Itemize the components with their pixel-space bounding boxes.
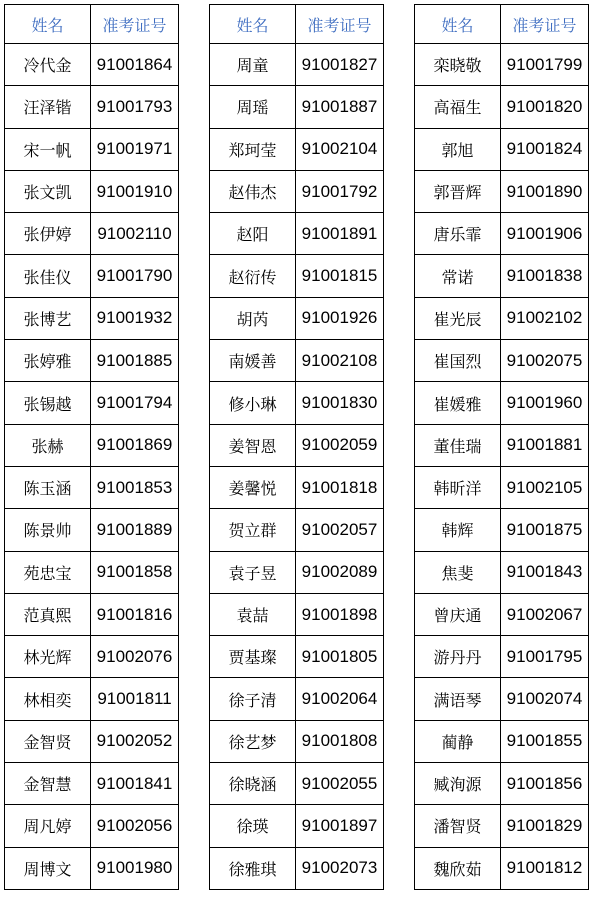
name-cell: 范真熙 — [5, 593, 91, 635]
table-row — [5, 763, 179, 805]
exam-no-cell: 91002089 — [296, 551, 384, 593]
table-row — [5, 382, 179, 424]
table-row — [210, 805, 384, 847]
exam-no-cell: 91001960 — [501, 382, 589, 424]
table-row — [415, 763, 589, 805]
exam-no-cell: 91002108 — [296, 340, 384, 382]
exam-no-cell: 91002056 — [91, 805, 179, 847]
exam-no-cell: 91001971 — [91, 128, 179, 170]
exam-no-cell: 91002102 — [501, 297, 589, 339]
exam-no-cell: 91002105 — [501, 466, 589, 508]
table-row — [5, 466, 179, 508]
exam-no-cell: 91002064 — [296, 678, 384, 720]
table-row — [5, 44, 179, 86]
exam-no-cell: 91001790 — [91, 255, 179, 297]
exam-no-cell: 91001910 — [91, 170, 179, 212]
exam-no-cell: 91001838 — [501, 255, 589, 297]
table-row — [210, 678, 384, 720]
name-cell: 金智慧 — [5, 763, 91, 805]
exam-no-cell: 91001794 — [91, 382, 179, 424]
table-row — [415, 44, 589, 86]
name-cell: 徐晓涵 — [210, 763, 296, 805]
table-row — [5, 255, 179, 297]
name-cell: 焦斐 — [415, 551, 501, 593]
table-row — [210, 128, 384, 170]
name-cell: 徐艺梦 — [210, 720, 296, 762]
name-header: 姓名 — [210, 5, 296, 44]
name-cell: 南媛善 — [210, 340, 296, 382]
exam-no-cell: 91001853 — [91, 466, 179, 508]
table-row — [415, 466, 589, 508]
exam-no-cell: 91001887 — [296, 86, 384, 128]
name-cell: 张锡越 — [5, 382, 91, 424]
name-cell: 韩昕洋 — [415, 466, 501, 508]
name-cell: 张佳仪 — [5, 255, 91, 297]
table-row — [415, 805, 589, 847]
name-cell: 潘智贤 — [415, 805, 501, 847]
name-cell: 宋一帆 — [5, 128, 91, 170]
name-cell: 冷代金 — [5, 44, 91, 86]
name-cell: 崔光辰 — [415, 297, 501, 339]
table-row — [415, 255, 589, 297]
exam-no-cell: 91002055 — [296, 763, 384, 805]
name-cell: 赵阳 — [210, 213, 296, 255]
table-row — [210, 170, 384, 212]
table-row — [210, 297, 384, 339]
table-row — [415, 593, 589, 635]
name-cell: 周瑶 — [210, 86, 296, 128]
table-row — [5, 636, 179, 678]
table-row — [210, 340, 384, 382]
exam-no-cell: 91001881 — [501, 424, 589, 466]
name-cell: 贾基璨 — [210, 636, 296, 678]
exam-no-cell: 91001843 — [501, 551, 589, 593]
header-row — [210, 5, 384, 44]
exam-no-cell: 91002076 — [91, 636, 179, 678]
exam-no-cell: 91001830 — [296, 382, 384, 424]
table-row — [415, 847, 589, 889]
name-cell: 胡芮 — [210, 297, 296, 339]
name-cell: 袁子昱 — [210, 551, 296, 593]
table-row — [5, 678, 179, 720]
table-row — [5, 170, 179, 212]
name-cell: 袁喆 — [210, 593, 296, 635]
table-row — [210, 593, 384, 635]
name-cell: 张博艺 — [5, 297, 91, 339]
exam-no-cell: 91001824 — [501, 128, 589, 170]
name-cell: 常诺 — [415, 255, 501, 297]
name-cell: 臧洵源 — [415, 763, 501, 805]
table-row — [210, 847, 384, 889]
table-row — [5, 847, 179, 889]
name-cell: 栾晓敬 — [415, 44, 501, 86]
exam-no-cell: 91001793 — [91, 86, 179, 128]
table-row — [415, 720, 589, 762]
table-row — [415, 551, 589, 593]
name-cell: 魏欣茹 — [415, 847, 501, 889]
name-cell: 苑忠宝 — [5, 551, 91, 593]
exam-no-cell: 91002052 — [91, 720, 179, 762]
table-row — [5, 424, 179, 466]
name-cell: 姜馨悦 — [210, 466, 296, 508]
exam-no-cell: 91001932 — [91, 297, 179, 339]
table-row — [415, 678, 589, 720]
table-row — [415, 128, 589, 170]
name-cell: 满语琴 — [415, 678, 501, 720]
name-cell: 陈景帅 — [5, 509, 91, 551]
table-row — [415, 424, 589, 466]
table-row — [415, 170, 589, 212]
name-cell: 崔媛雅 — [415, 382, 501, 424]
exam-no-cell: 91001869 — [91, 424, 179, 466]
name-cell: 徐雅琪 — [210, 847, 296, 889]
exam-no-cell: 91001818 — [296, 466, 384, 508]
name-cell: 贺立群 — [210, 509, 296, 551]
table-row — [210, 86, 384, 128]
table-row — [415, 509, 589, 551]
table-row — [415, 213, 589, 255]
table-row — [210, 636, 384, 678]
name-cell: 修小琳 — [210, 382, 296, 424]
table-row — [210, 509, 384, 551]
exam-no-cell: 91001897 — [296, 805, 384, 847]
name-cell: 周博文 — [5, 847, 91, 889]
name-cell: 董佳瑞 — [415, 424, 501, 466]
exam-no-cell: 91001792 — [296, 170, 384, 212]
exam-no-cell: 91001820 — [501, 86, 589, 128]
table-row — [5, 805, 179, 847]
exam-no-cell: 91001855 — [501, 720, 589, 762]
name-cell: 林光辉 — [5, 636, 91, 678]
name-cell: 张婷雅 — [5, 340, 91, 382]
exam-no-cell: 91001811 — [91, 678, 179, 720]
exam-no-cell: 91001841 — [91, 763, 179, 805]
table-row — [210, 44, 384, 86]
name-cell: 张伊婷 — [5, 213, 91, 255]
name-cell: 徐子清 — [210, 678, 296, 720]
exam-no-cell: 91001815 — [296, 255, 384, 297]
name-cell: 唐乐霏 — [415, 213, 501, 255]
table-row — [415, 297, 589, 339]
name-cell: 徐瑛 — [210, 805, 296, 847]
exam-no-header: 准考证号 — [91, 5, 179, 44]
table-row — [5, 551, 179, 593]
exam-no-cell: 91001906 — [501, 213, 589, 255]
exam-no-cell: 91001858 — [91, 551, 179, 593]
table-row — [210, 466, 384, 508]
table-row — [415, 636, 589, 678]
exam-no-header: 准考证号 — [501, 5, 589, 44]
name-cell: 郭旭 — [415, 128, 501, 170]
roster-table-3 — [414, 4, 589, 890]
table-row — [210, 382, 384, 424]
exam-no-cell: 91001980 — [91, 847, 179, 889]
exam-no-cell: 91001795 — [501, 636, 589, 678]
name-header: 姓名 — [415, 5, 501, 44]
table-row — [5, 128, 179, 170]
exam-no-cell: 91001889 — [91, 509, 179, 551]
exam-no-cell: 91001805 — [296, 636, 384, 678]
name-cell: 周童 — [210, 44, 296, 86]
name-cell: 赵伟杰 — [210, 170, 296, 212]
name-cell: 姜智恩 — [210, 424, 296, 466]
name-cell: 汪泽锴 — [5, 86, 91, 128]
table-row — [210, 255, 384, 297]
table-row — [210, 213, 384, 255]
name-cell: 曾庆通 — [415, 593, 501, 635]
roster-table-2 — [209, 4, 384, 890]
exam-no-cell: 91002075 — [501, 340, 589, 382]
exam-no-cell: 91001827 — [296, 44, 384, 86]
name-cell: 蔺静 — [415, 720, 501, 762]
exam-no-cell: 91001926 — [296, 297, 384, 339]
roster-table-1 — [4, 4, 179, 890]
exam-no-header: 准考证号 — [296, 5, 384, 44]
name-cell: 张赫 — [5, 424, 91, 466]
exam-no-cell: 91002074 — [501, 678, 589, 720]
name-cell: 张文凯 — [5, 170, 91, 212]
table-row — [5, 297, 179, 339]
name-cell: 赵衍传 — [210, 255, 296, 297]
exam-no-cell: 91001898 — [296, 593, 384, 635]
exam-no-cell: 91002073 — [296, 847, 384, 889]
table-row — [5, 213, 179, 255]
exam-no-cell: 91002110 — [91, 213, 179, 255]
exam-no-cell: 91001812 — [501, 847, 589, 889]
table-row — [5, 86, 179, 128]
table-row — [5, 340, 179, 382]
table-row — [5, 593, 179, 635]
exam-no-cell: 91001799 — [501, 44, 589, 86]
exam-no-cell: 91001864 — [91, 44, 179, 86]
name-cell: 高福生 — [415, 86, 501, 128]
exam-no-cell: 91001875 — [501, 509, 589, 551]
name-cell: 金智贤 — [5, 720, 91, 762]
table-row — [210, 424, 384, 466]
exam-no-cell: 91002067 — [501, 593, 589, 635]
name-cell: 游丹丹 — [415, 636, 501, 678]
name-cell: 周凡婷 — [5, 805, 91, 847]
exam-no-cell: 91001856 — [501, 763, 589, 805]
exam-no-cell: 91001890 — [501, 170, 589, 212]
exam-no-cell: 91001829 — [501, 805, 589, 847]
header-row — [415, 5, 589, 44]
table-row — [5, 509, 179, 551]
table-row — [210, 551, 384, 593]
name-cell: 崔国烈 — [415, 340, 501, 382]
exam-no-cell: 91002057 — [296, 509, 384, 551]
exam-no-cell: 91001808 — [296, 720, 384, 762]
name-cell: 陈玉涵 — [5, 466, 91, 508]
name-cell: 郑珂莹 — [210, 128, 296, 170]
name-cell: 韩辉 — [415, 509, 501, 551]
table-row — [415, 382, 589, 424]
table-row — [210, 720, 384, 762]
table-row — [210, 763, 384, 805]
header-row — [5, 5, 179, 44]
name-cell: 林相奕 — [5, 678, 91, 720]
table-row — [415, 86, 589, 128]
name-cell: 郭晋辉 — [415, 170, 501, 212]
exam-no-cell: 91001885 — [91, 340, 179, 382]
exam-no-cell: 91002059 — [296, 424, 384, 466]
exam-no-cell: 91001816 — [91, 593, 179, 635]
name-header: 姓名 — [5, 5, 91, 44]
exam-no-cell: 91002104 — [296, 128, 384, 170]
exam-no-cell: 91001891 — [296, 213, 384, 255]
table-row — [415, 340, 589, 382]
table-row — [5, 720, 179, 762]
